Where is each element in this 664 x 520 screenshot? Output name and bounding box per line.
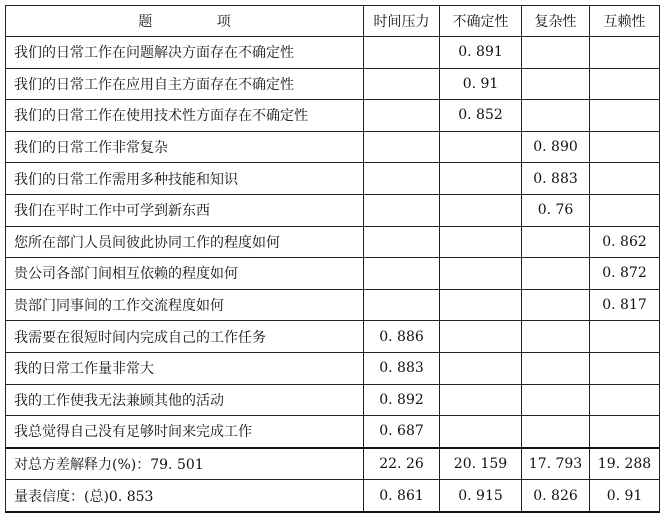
cell-item: 贵部门同事间的工作交流程度如何 [6,289,364,321]
cell-time-pressure: 0. 861 [364,480,440,512]
table-row [6,289,660,321]
cell-item: 对总方差解释力(%)：79. 501 [6,448,364,480]
cell-interdependence [590,37,660,69]
table-row [6,37,660,69]
cell-item: 我总觉得自己没有足够时间来完成工作 [6,416,364,448]
cell-complexity: 0. 826 [522,480,590,512]
cell-time-pressure: 0. 892 [364,384,440,416]
cell-time-pressure: 22. 26 [364,448,440,480]
table-row [6,226,660,258]
header-row [6,6,660,37]
cell-complexity [522,384,590,416]
header-time-pressure: 时间压力 [364,6,440,37]
cell-time-pressure [364,68,440,100]
cell-uncertainty [440,163,522,195]
cell-complexity [522,321,590,353]
cell-time-pressure: 0. 886 [364,321,440,353]
cell-time-pressure [364,258,440,290]
cell-uncertainty: 0. 852 [440,100,522,132]
cell-complexity: 0. 890 [522,131,590,163]
cell-interdependence: 19. 288 [590,448,660,480]
cell-uncertainty: 20. 159 [440,448,522,480]
cell-uncertainty [440,131,522,163]
cell-complexity: 0. 883 [522,163,590,195]
cell-uncertainty [440,226,522,258]
cell-interdependence: 0. 91 [590,480,660,512]
cell-complexity: 0. 76 [522,194,590,226]
cell-item: 您所在部门人员间彼此协同工作的程度如何 [6,226,364,258]
table-row [6,384,660,416]
cell-time-pressure: 0. 687 [364,416,440,448]
cell-interdependence [590,194,660,226]
cell-interdependence [590,68,660,100]
header-uncertainty: 不确定性 [440,6,522,37]
cell-item: 我需要在很短时间内完成自己的工作任务 [6,321,364,353]
cell-complexity: 17. 793 [522,448,590,480]
cell-interdependence: 0. 862 [590,226,660,258]
cell-complexity [522,258,590,290]
cell-interdependence [590,131,660,163]
cell-complexity [522,352,590,384]
table-row [6,131,660,163]
cell-item: 我的工作使我无法兼顾其他的活动 [6,384,364,416]
cell-time-pressure [364,100,440,132]
cell-item: 我们的日常工作在问题解决方面存在不确定性 [6,37,364,69]
header-complexity: 复杂性 [522,6,590,37]
table-row [6,416,660,448]
cell-uncertainty [440,416,522,448]
header-interdependence: 互赖性 [590,6,660,37]
cell-time-pressure [364,131,440,163]
cell-complexity [522,416,590,448]
cell-interdependence [590,163,660,195]
summary-row [6,448,660,480]
cell-interdependence [590,100,660,132]
table-row [6,68,660,100]
cell-item: 我们的日常工作需用多种技能和知识 [6,163,364,195]
cell-uncertainty [440,352,522,384]
cell-interdependence [590,416,660,448]
cell-item: 我们的日常工作非常复杂 [6,131,364,163]
cell-complexity [522,100,590,132]
cell-item: 我的日常工作量非常大 [6,352,364,384]
cell-item: 我们的日常工作在应用自主方面存在不确定性 [6,68,364,100]
table-row [6,100,660,132]
table-row [6,194,660,226]
table-row [6,321,660,353]
cell-uncertainty: 0. 91 [440,68,522,100]
cell-uncertainty [440,321,522,353]
cell-uncertainty [440,289,522,321]
cell-time-pressure: 0. 883 [364,352,440,384]
cell-complexity [522,68,590,100]
cell-interdependence: 0. 817 [590,289,660,321]
header-item: 题 项 [6,6,364,37]
cell-item: 我们的日常工作在使用技术性方面存在不确定性 [6,100,364,132]
cell-time-pressure [364,163,440,195]
table-row [6,352,660,384]
cell-complexity [522,289,590,321]
cell-interdependence [590,384,660,416]
cell-time-pressure [364,194,440,226]
cell-uncertainty: 0. 915 [440,480,522,512]
cell-complexity [522,226,590,258]
cell-uncertainty [440,258,522,290]
factor-loadings-table [5,5,660,513]
cell-complexity [522,37,590,69]
cell-interdependence: 0. 872 [590,258,660,290]
cell-interdependence [590,352,660,384]
cell-interdependence [590,321,660,353]
cell-item: 贵公司各部门间相互依赖的程度如何 [6,258,364,290]
table-body [6,37,660,513]
cell-item: 量表信度：(总)0. 853 [6,480,364,512]
cell-time-pressure [364,37,440,69]
cell-item: 我们在平时工作中可学到新东西 [6,194,364,226]
cell-uncertainty: 0. 891 [440,37,522,69]
cell-uncertainty [440,384,522,416]
cell-time-pressure [364,226,440,258]
table-row [6,163,660,195]
table-header [6,6,660,37]
cell-uncertainty [440,194,522,226]
table-row [6,258,660,290]
summary-row [6,480,660,512]
cell-time-pressure [364,289,440,321]
